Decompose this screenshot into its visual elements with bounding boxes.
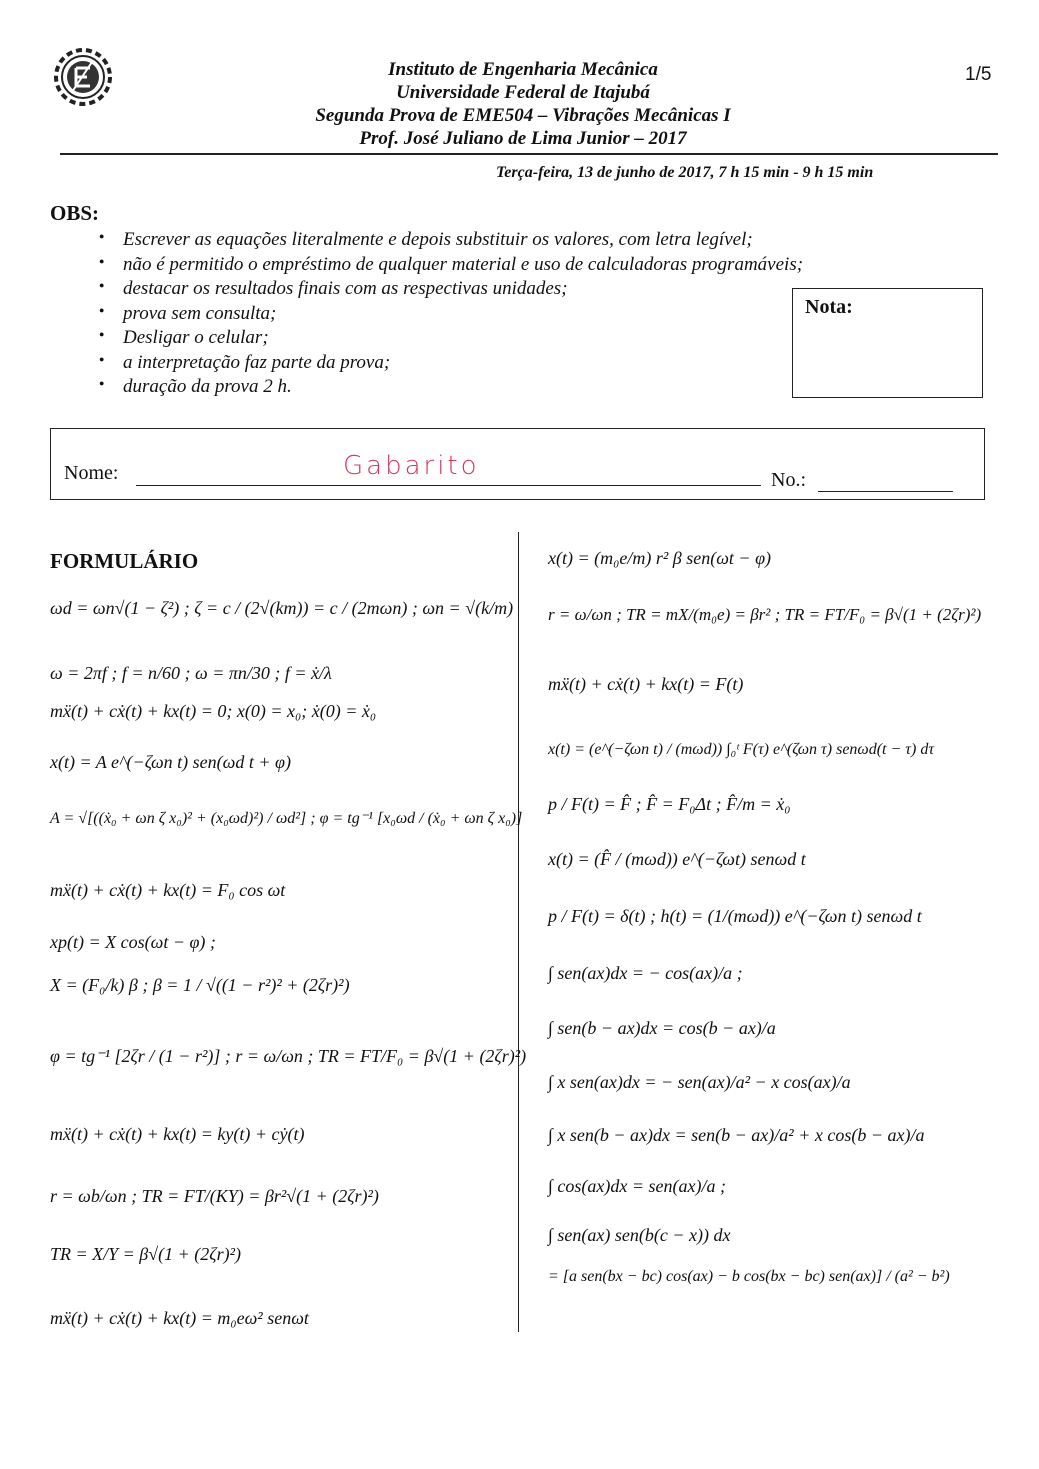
formula: TR = X/Y = β√(1 + (2ζr)²) [50, 1244, 241, 1264]
number-field[interactable] [818, 491, 953, 492]
formula: ∫ x sen(ax)dx = − sen(ax)/a² − x cos(ax)/a [548, 1072, 851, 1092]
formula: x(t) = (e^(−ζωn t) / (mωd)) ∫₀ᵗ F(τ) e^(ζωn τ) senωd(t − τ) dτ [548, 741, 935, 758]
formula: p / F(t) = F̂ ; F̂ = F₀Δt ; F̂/m = ẋ₀ [548, 794, 791, 814]
formulary-title: FORMULÁRIO [50, 549, 199, 573]
formula: A = √[((ẋ₀ + ωn ζ x₀)² + (x₀ωd)²) / ωd²] ; φ = tg⁻¹ [x₀ωd / (ẋ₀ + ωn ζ x₀)] [50, 810, 523, 827]
obs-item: ● prova sem consulta; [99, 303, 803, 328]
name-field[interactable] [136, 485, 761, 486]
formula: p / F(t) = δ(t) ; h(t) = (1/(mωd)) e^(−ζωn t) senωd t [548, 906, 922, 926]
obs-list [99, 229, 803, 401]
formula: ∫ sen(ax)dx = − cos(ax)/a ; [548, 963, 743, 983]
name-value: Gabarito [343, 451, 480, 481]
exam-title: Segunda Prova de EME504 – Vibrações Mecânicas I [315, 105, 731, 126]
formula: xp(t) = X cos(ωt − φ) ; [50, 932, 216, 952]
formula: X = (F₀/k) β ; β = 1 / √((1 − r²)² + (2ζr)²) [50, 975, 350, 995]
formula: φ = tg⁻¹ [2ζr / (1 − r²)] ; r = ω/ωn ; TR = FT/F₀ = β√(1 + (2ζr)²) [50, 1046, 527, 1066]
obs-item: ● duração da prova 2 h. [99, 376, 803, 401]
formula: mẍ(t) + cẋ(t) + kx(t) = F₀ cos ωt [50, 880, 286, 900]
formula: x(t) = A e^(−ζωn t) sen(ωd t + φ) [50, 752, 291, 772]
formula: x(t) = (F̂ / (mωd)) e^(−ζωt) senωd t [548, 849, 806, 869]
grade-label: Nota: [805, 296, 853, 318]
obs-item: ● Desligar o celular; [99, 327, 803, 352]
obs-item: ● Escrever as equações literalmente e depois substituir os valores, com letra legível; [99, 229, 803, 254]
formula: r = ωb/ωn ; TR = FT/(KY) = βr²√(1 + (2ζr)²) [50, 1186, 379, 1206]
formula: = [a sen(bx − bc) cos(ax) − b cos(bx − bc) sen(ax)] / (a² − b²) [548, 1268, 950, 1285]
university-name: Universidade Federal de Itajubá [396, 82, 650, 103]
exam-date: Terça-feira, 13 de junho de 2017, 7 h 15 min - 9 h 15 min [496, 164, 874, 181]
formula: mẍ(t) + cẋ(t) + kx(t) = ky(t) + cẏ(t) [50, 1124, 305, 1144]
formula: ∫ cos(ax)dx = sen(ax)/a ; [548, 1176, 727, 1196]
obs-title: OBS: [50, 201, 100, 225]
obs-item: ● a interpretação faz parte da prova; [99, 352, 803, 377]
grade-box[interactable] [792, 288, 983, 398]
formula: ∫ x sen(b − ax)dx = sen(b − ax)/a² + x cos(b − ax)/a [548, 1125, 925, 1145]
formula: ∫ sen(ax) sen(b(c − x)) dx [548, 1225, 731, 1245]
header-rule [60, 153, 998, 155]
formula: ωd = ωn√(1 − ζ²) ; ζ = c / (2√(km)) = c / (2mωn) ; ωn = √(k/m) [50, 598, 514, 618]
number-label: No.: [771, 469, 806, 491]
formula: ∫ sen(b − ax)dx = cos(b − ax)/a [548, 1018, 776, 1038]
institute-name: Instituto de Engenharia Mecânica [388, 59, 658, 80]
obs-item: ● destacar os resultados finais com as respectivas unidades; [99, 278, 803, 303]
formula: mẍ(t) + cẋ(t) + kx(t) = 0; x(0) = x₀; ẋ(0) = ẋ₀ [50, 701, 377, 721]
formula: r = ω/ωn ; TR = mX/(m₀e) = βr² ; TR = FT/F₀ = β√(1 + (2ζr)²) [548, 605, 982, 624]
name-label: Nome: [64, 462, 119, 484]
institute-logo [50, 44, 116, 110]
formula: x(t) = (m₀e/m) r² β sen(ωt − φ) [548, 548, 772, 568]
name-box [50, 428, 985, 500]
formula: mẍ(t) + cẋ(t) + kx(t) = F(t) [548, 674, 744, 694]
obs-item: ● não é permitido o empréstimo de qualquer material e uso de calculadoras programáveis; [99, 254, 803, 279]
page-number: 1/5 [965, 64, 992, 85]
formula: ω = 2πf ; f = n/60 ; ω = πn/30 ; f = ẋ/λ [50, 663, 332, 683]
column-divider [518, 532, 519, 1332]
professor-name: Prof. José Juliano de Lima Junior – 2017 [359, 128, 687, 149]
formula: mẍ(t) + cẋ(t) + kx(t) = m₀eω² senωt [50, 1308, 309, 1328]
